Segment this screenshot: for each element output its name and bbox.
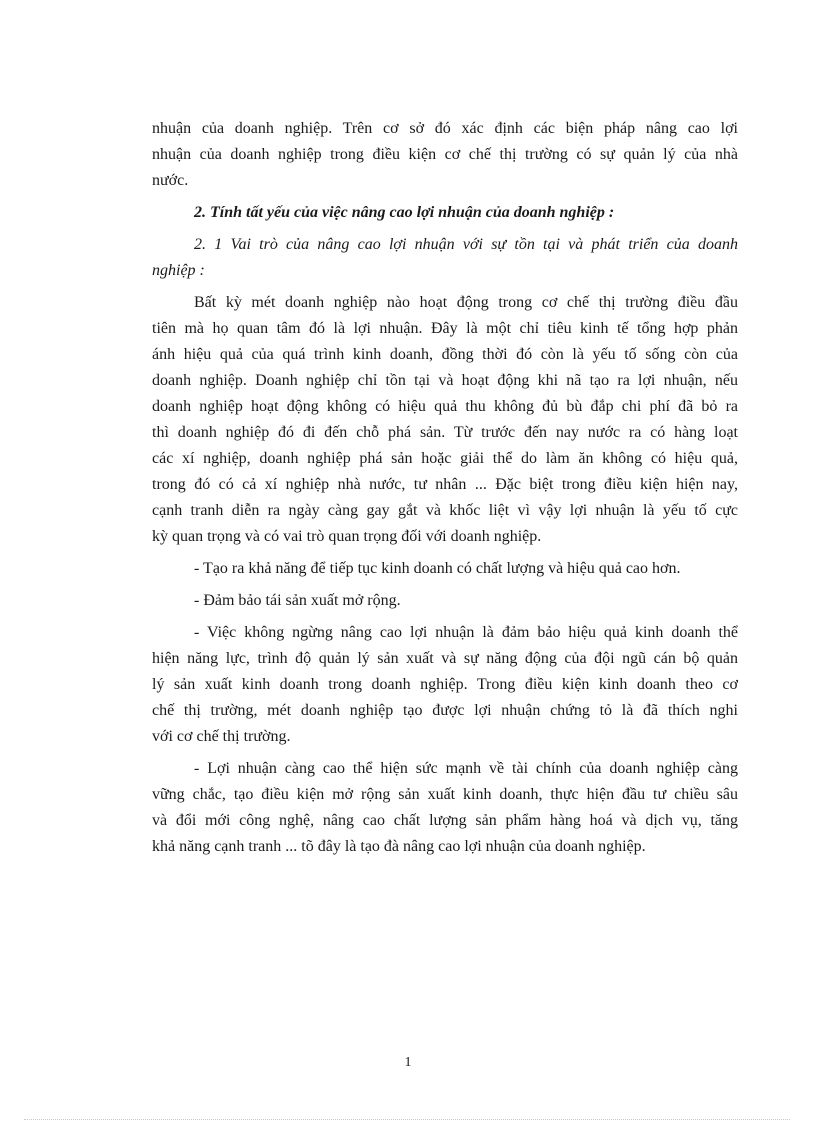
text-line: nghiệp : <box>152 262 205 279</box>
text-line: lý sản xuất kinh doanh trong doanh nghiệp. Trong điều kiện kinh doanh theo cơ <box>152 676 738 693</box>
text-line: 2. 1 Vai trò của nâng cao lợi nhuận với sự tồn tại và phát triển của doanh <box>194 236 738 253</box>
text-line: chế thị trường, mét doanh nghiệp tạo được lợi nhuận chứng tỏ là đã thích nghi <box>152 702 738 719</box>
paragraph-main <box>152 290 738 550</box>
text-line: với cơ chế thị trường. <box>152 728 291 745</box>
text-line: Bất kỳ mét doanh nghiệp nào hoạt động trong cơ chế thị trường điều đầu <box>194 294 738 311</box>
text-line: tiên mà họ quan tâm đó là lợi nhuận. Đây là một chỉ tiêu kinh tế tổng hợp phản <box>152 320 738 337</box>
text-line: doanh nghiệp hoạt động không có hiệu quả thu không đủ bù đắp chi phí đã bỏ ra <box>152 398 738 415</box>
text-line: ánh hiệu quả của quá trình kinh doanh, đồng thời đó còn là yếu tố sống còn của <box>152 346 738 363</box>
text-line: khả năng cạnh tranh ... tõ đây là tạo đà nâng cao lợi nhuận của doanh nghiệp. <box>152 838 646 855</box>
text-line: doanh nghiệp. Doanh nghiệp chỉ tồn tại và hoạt động khi nã tạo ra lợi nhuận, nếu <box>152 372 738 389</box>
bullet-item: - Tạo ra khả năng để tiếp tục kinh doanh có chất lượng và hiệu quả cao hơn. <box>194 560 681 577</box>
bullet-item <box>152 756 738 860</box>
text-line: thì doanh nghiệp đó đi đến chỗ phá sản. Từ trước đến nay nước ra có hàng loạt <box>152 424 738 441</box>
subsection-heading <box>152 232 738 284</box>
text-line: hiện năng lực, trình độ quản lý sản xuất và sự năng động của đội ngũ cán bộ quản <box>152 650 738 667</box>
section-heading: 2. Tính tất yếu của việc nâng cao lợi nhuận của doanh nghiệp : <box>194 204 615 221</box>
text-line: nước. <box>152 172 189 189</box>
bullet-item: - Đảm bảo tái sản xuất mở rộng. <box>194 592 401 609</box>
text-line: nhuận của doanh nghiệp. Trên cơ sở đó xác định các biện pháp nâng cao lợi <box>152 120 738 137</box>
text-line: - Việc không ngừng nâng cao lợi nhuận là đảm bảo hiệu quả kinh doanh thể <box>194 624 738 641</box>
body-text <box>152 116 738 860</box>
text-line: vững chắc, tạo điều kiện mở rộng sản xuất kinh doanh, thực hiện đầu tư chiều sâu <box>152 786 738 803</box>
text-line: kỳ quan trọng và có vai trò quan trọng đối với doanh nghiệp. <box>152 528 542 545</box>
text-line: cạnh tranh diễn ra ngày càng gay gắt và khốc liệt vì vậy lợi nhuận là yếu tố cực <box>152 502 738 519</box>
text-line: trong đó có cả xí nghiệp nhà nước, tư nhân ... Đặc biệt trong điều kiện hiện nay, <box>152 476 738 493</box>
bullet-item <box>152 620 738 750</box>
paragraph-intro <box>152 116 738 194</box>
text-line: các xí nghiệp, doanh nghiệp phá sản hoặc giải thể do làm ăn không có hiệu quả, <box>152 450 738 467</box>
text-line: nhuận của doanh nghiệp trong điều kiện cơ chế thị trường có sự quản lý của nhà <box>152 146 738 163</box>
text-line: và đổi mới công nghệ, nâng cao chất lượng sản phẩm hàng hoá và dịch vụ, tăng <box>152 812 738 829</box>
page-number: 1 <box>404 1055 412 1070</box>
page-bottom-border <box>24 1119 790 1120</box>
text-line: - Lợi nhuận càng cao thể hiện sức mạnh về tài chính của doanh nghiệp càng <box>194 760 738 777</box>
